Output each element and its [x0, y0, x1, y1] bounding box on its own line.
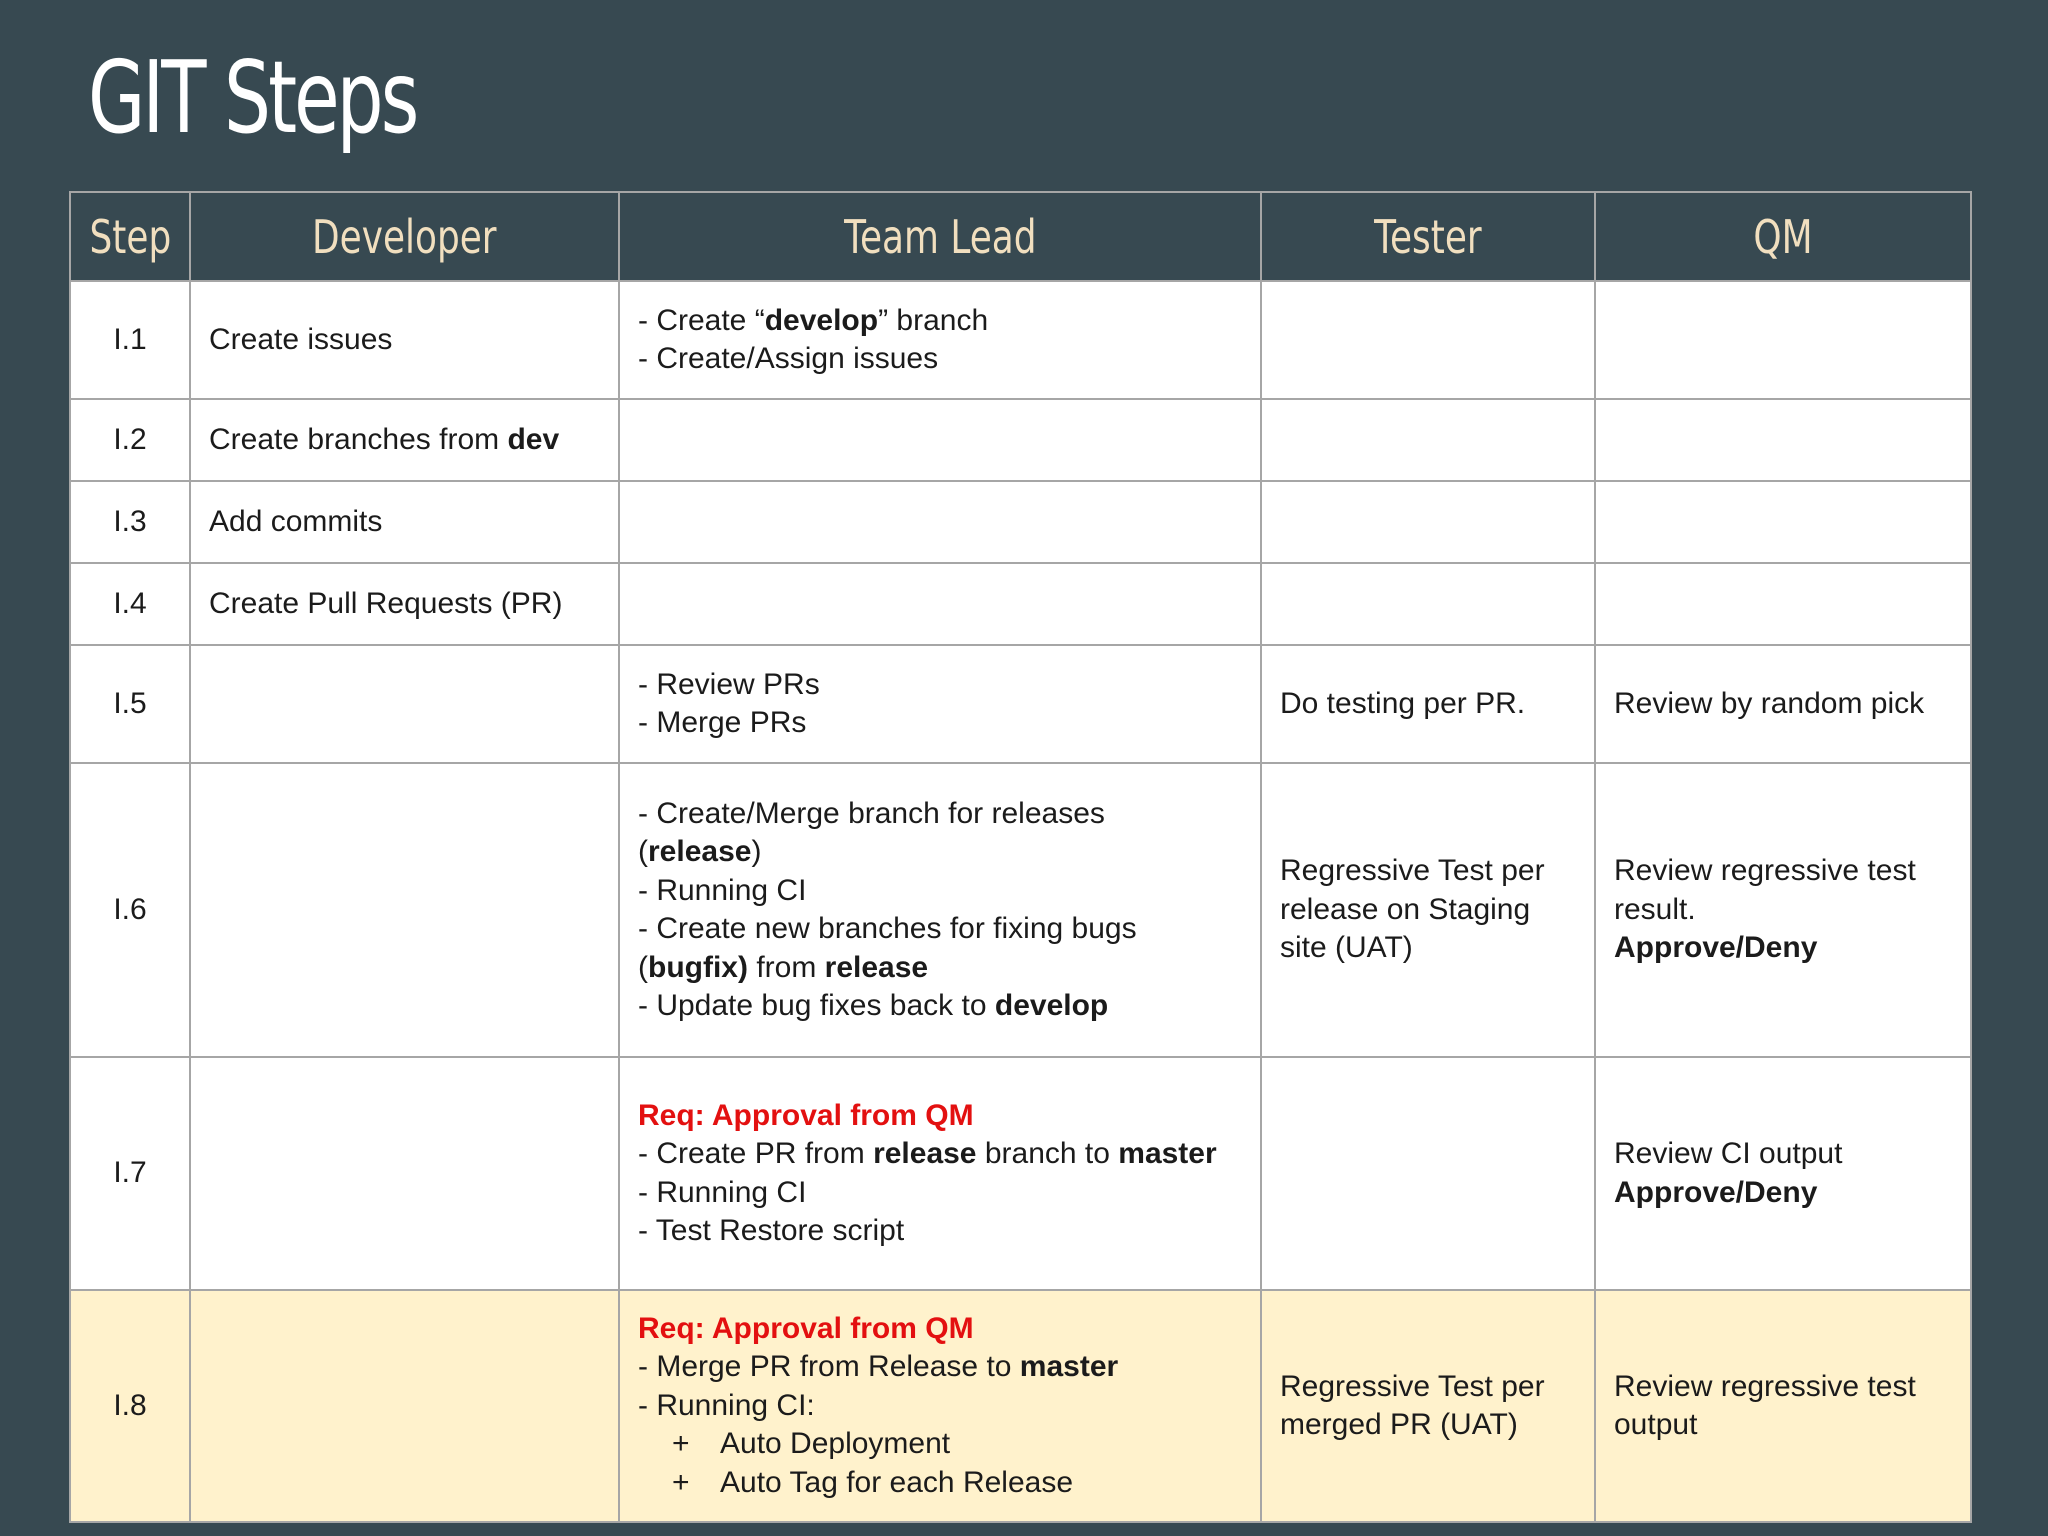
qm-cell: [1595, 399, 1971, 481]
table-row: [70, 1057, 1971, 1290]
step-cell: I.4: [70, 563, 190, 645]
developer-cell: Add commits: [190, 481, 619, 563]
qm-cell: [1595, 481, 1971, 563]
list-item: + Auto Tag for each Release: [672, 1465, 1074, 1499]
table-row: [70, 1290, 1971, 1522]
step-cell: I.2: [70, 399, 190, 481]
table-row: [70, 763, 1971, 1057]
tester-cell: Do testing per PR.: [1261, 645, 1595, 763]
qm-cell: Review regressive test output: [1595, 1290, 1971, 1522]
developer-cell: [190, 763, 619, 1057]
tester-cell: Regressive Test per release on Staging site (UAT): [1261, 763, 1595, 1057]
developer-cell: Create branches from dev: [190, 399, 619, 481]
developer-cell: [190, 1290, 619, 1522]
requirement-note: Req: Approval from QM: [638, 1311, 974, 1345]
table-row: [70, 481, 1971, 563]
team-lead-cell: [619, 481, 1261, 563]
team-lead-cell: Req: Approval from QM - Create PR from release branch to master - Running CI - Test Restore script: [619, 1057, 1261, 1290]
developer-cell: Create issues: [190, 281, 619, 399]
tester-cell: [1261, 399, 1595, 481]
header-team-lead: Team Lead: [619, 192, 1261, 281]
header-qm: QM: [1595, 192, 1971, 281]
step-cell: I.7: [70, 1057, 190, 1290]
qm-cell: Review by random pick: [1595, 645, 1971, 763]
qm-cell: Review regressive test result. Approve/Deny: [1595, 763, 1971, 1057]
developer-cell: Create Pull Requests (PR): [190, 563, 619, 645]
header-step: Step: [70, 192, 190, 281]
table-row: [70, 281, 1971, 399]
tester-cell: [1261, 1057, 1595, 1290]
qm-cell: [1595, 281, 1971, 399]
tester-cell: [1261, 481, 1595, 563]
developer-cell: [190, 645, 619, 763]
tester-cell: [1261, 281, 1595, 399]
slide-title: GIT Steps: [88, 39, 417, 156]
git-steps-table: [69, 191, 1972, 1523]
qm-cell: Review CI output Approve/Deny: [1595, 1057, 1971, 1290]
team-lead-cell: Req: Approval from QM - Merge PR from Release to master - Running CI: + Auto Deployment + Auto Tag for each Release: [619, 1290, 1261, 1522]
header-tester: Tester: [1261, 192, 1595, 281]
table-row: [70, 645, 1971, 763]
team-lead-cell: [619, 399, 1261, 481]
team-lead-cell: - Create/Merge branch for releases (release) - Running CI - Create new branches for fixing bugs (bugfix) from release - Update bug fixes back to develop: [619, 763, 1261, 1057]
table-header-row: [70, 192, 1971, 281]
team-lead-cell: - Create “develop” branch - Create/Assign issues: [619, 281, 1261, 399]
step-cell: I.3: [70, 481, 190, 563]
step-cell: I.8: [70, 1290, 190, 1522]
table-row: [70, 399, 1971, 481]
step-cell: I.5: [70, 645, 190, 763]
tester-cell: Regressive Test per merged PR (UAT): [1261, 1290, 1595, 1522]
team-lead-cell: - Review PRs - Merge PRs: [619, 645, 1261, 763]
header-developer: Developer: [190, 192, 619, 281]
developer-cell: [190, 1057, 619, 1290]
list-item: + Auto Deployment: [672, 1427, 951, 1461]
tester-cell: [1261, 563, 1595, 645]
qm-cell: [1595, 563, 1971, 645]
step-cell: I.1: [70, 281, 190, 399]
requirement-note: Req: Approval from QM: [638, 1098, 974, 1132]
step-cell: I.6: [70, 763, 190, 1057]
table-row: [70, 563, 1971, 645]
team-lead-cell: [619, 563, 1261, 645]
